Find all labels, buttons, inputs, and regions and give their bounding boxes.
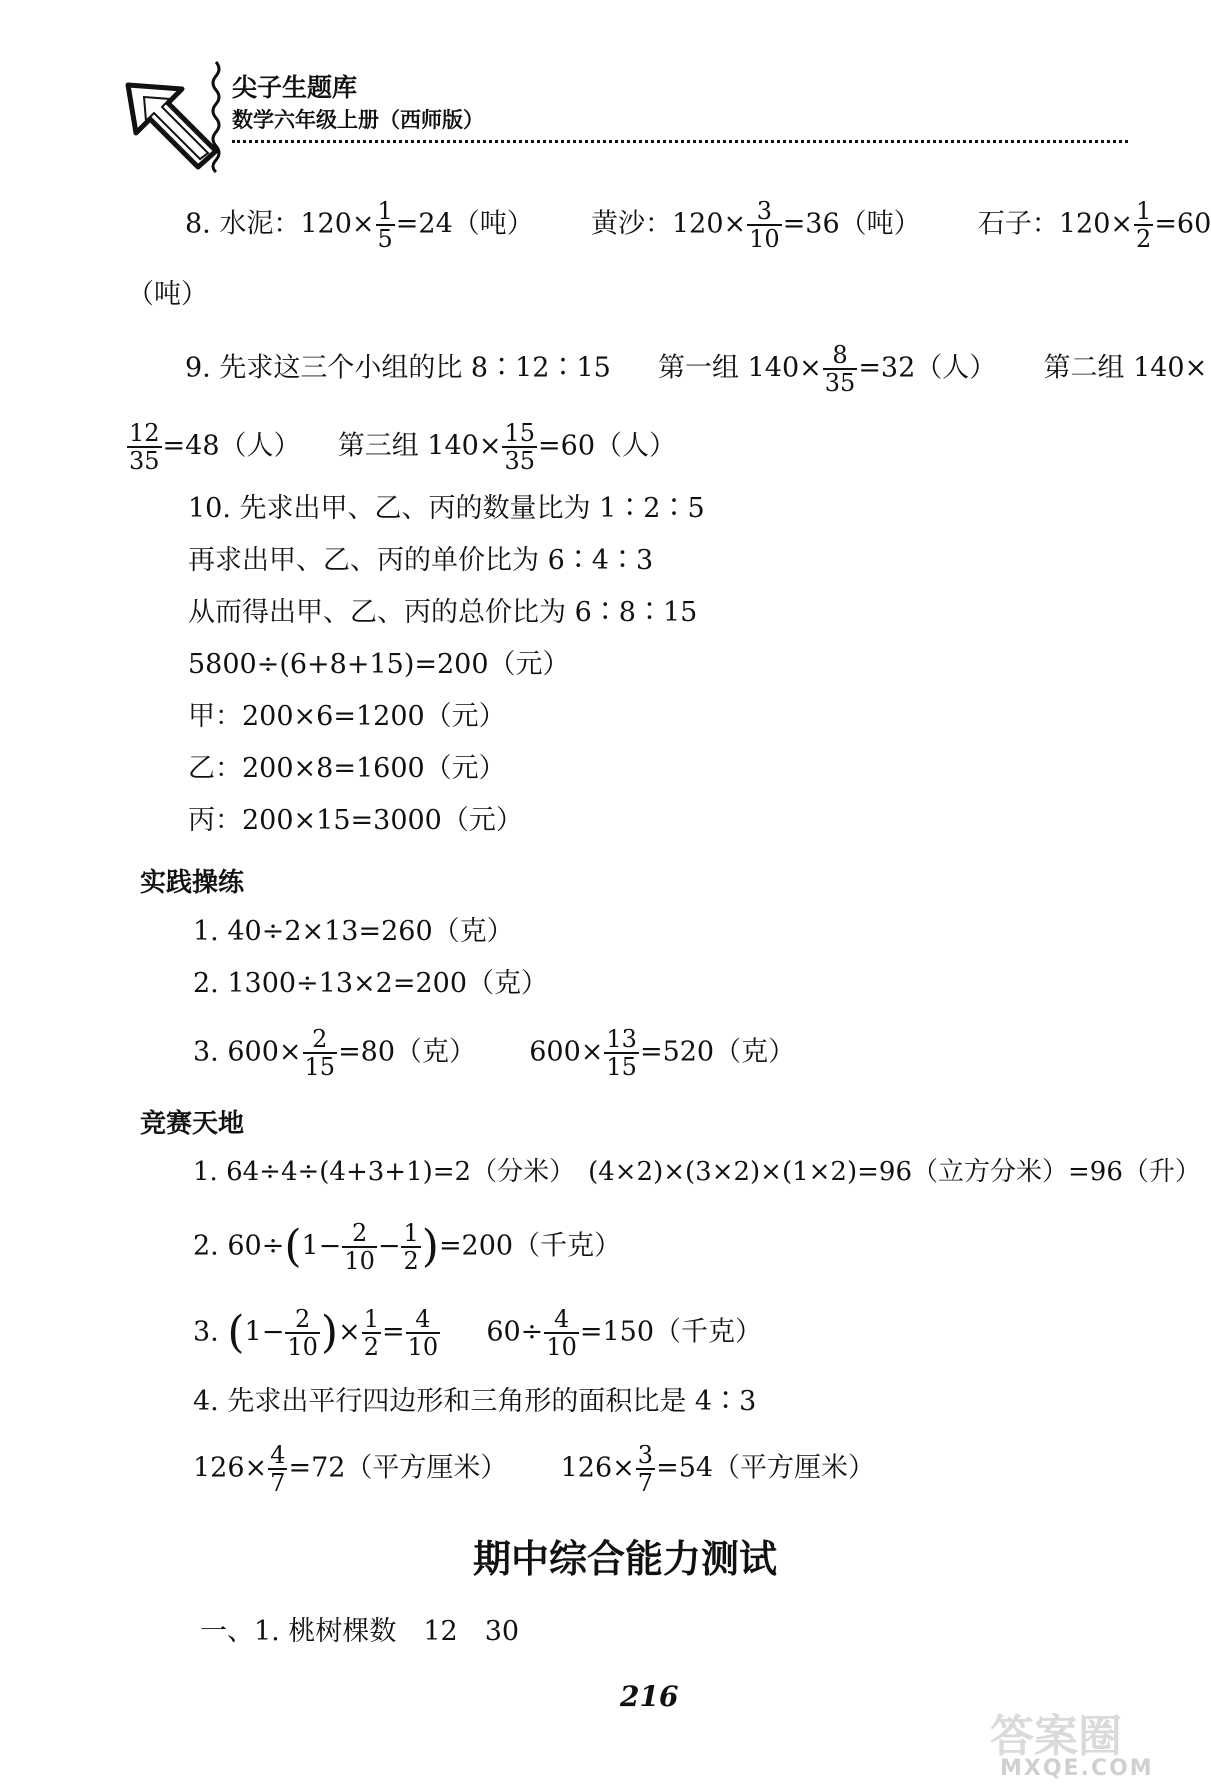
book-title: 尖子生题库 — [232, 73, 358, 102]
answer-q8-line1: 8. 水泥：120× $\frac{1}{5}$ =24（吨） 黄沙：120× $\frac{3}{10}$ =36（吨） 石子：120× $\frac{1}{2}$ =60 — [185, 197, 1211, 253]
practice-q1: 1. 40÷2×13=260（克） — [193, 916, 514, 947]
answer-q10-line: 5800÷(6+8+15)=200（元） — [188, 649, 570, 680]
answer-q9-line2: $\frac{12}{35}$ =48（人） 第三组 140× $\frac{15}{35}$ =60（人） — [129, 419, 676, 475]
contest-q4-line1: 4. 先求出平行四边形和三角形的面积比是 4∶3 — [193, 1386, 757, 1417]
header-dotted-rule — [232, 140, 1128, 143]
contest-q2: 2. 60÷(1− $\frac{2}{10}$ − $\frac{1}{2}$ )=200（千克） — [193, 1219, 622, 1275]
section-title: 期中综合能力测试 — [473, 1537, 778, 1581]
answer-q10-line: 10. 先求出甲、乙、丙的数量比为 1∶2∶5 — [188, 493, 705, 524]
watermark-logo: 答案圈 — [990, 1711, 1122, 1762]
answer-q10-line: 丙：200×15=3000（元） — [188, 805, 523, 836]
watermark-url: MXQE.COM — [1000, 1756, 1154, 1781]
answer-q9-line1: 9. 先求这三个小组的比 8∶12∶15 第一组 140× $\frac{8}{35}$ =32（人） 第二组 140× — [185, 341, 1208, 397]
book-subtitle: 数学六年级上册（西师版） — [232, 108, 484, 132]
contest-q4-line2: 126× $\frac{4}{7}$ =72（平方厘米） 126× $\frac{3}{7}$ =54（平方厘米） — [193, 1441, 876, 1497]
section-first-line: 一、1. 桃树棵数 12 30 — [200, 1616, 520, 1647]
practice-q2: 2. 1300÷13×2=200（克） — [193, 968, 548, 999]
practice-q3: 3. 600× $\frac{2}{15}$ =80（克） 600× $\frac{13}{15}$ =520（克） — [193, 1025, 796, 1081]
contest-q3: 3. (1− $\frac{2}{10}$ )× $\frac{1}{2}$ = $\frac{4}{10}$ 60÷ $\frac{4}{10}$ =150（千克） — [193, 1305, 763, 1361]
answer-q10-line: 再求出甲、乙、丙的单价比为 6∶4∶3 — [188, 545, 654, 576]
arrow-icon — [120, 75, 220, 170]
practice-heading: 实践操练 — [140, 868, 245, 898]
contest-heading: 竞赛天地 — [140, 1109, 245, 1139]
answer-q10-line: 从而得出甲、乙、丙的总价比为 6∶8∶15 — [188, 597, 698, 628]
contest-q1: 1. 64÷4÷(4+3+1)=2（分米） (4×2)×(3×2)×(1×2)=96（立方分米）=96（升） — [193, 1157, 1201, 1187]
wavy-divider — [208, 62, 224, 172]
answer-q8-line2: （吨） — [127, 279, 208, 310]
answer-q10-line: 乙：200×8=1600（元） — [188, 753, 506, 784]
answer-q10-line: 甲：200×6=1200（元） — [188, 701, 506, 732]
page-number: 216 — [620, 1680, 679, 1713]
